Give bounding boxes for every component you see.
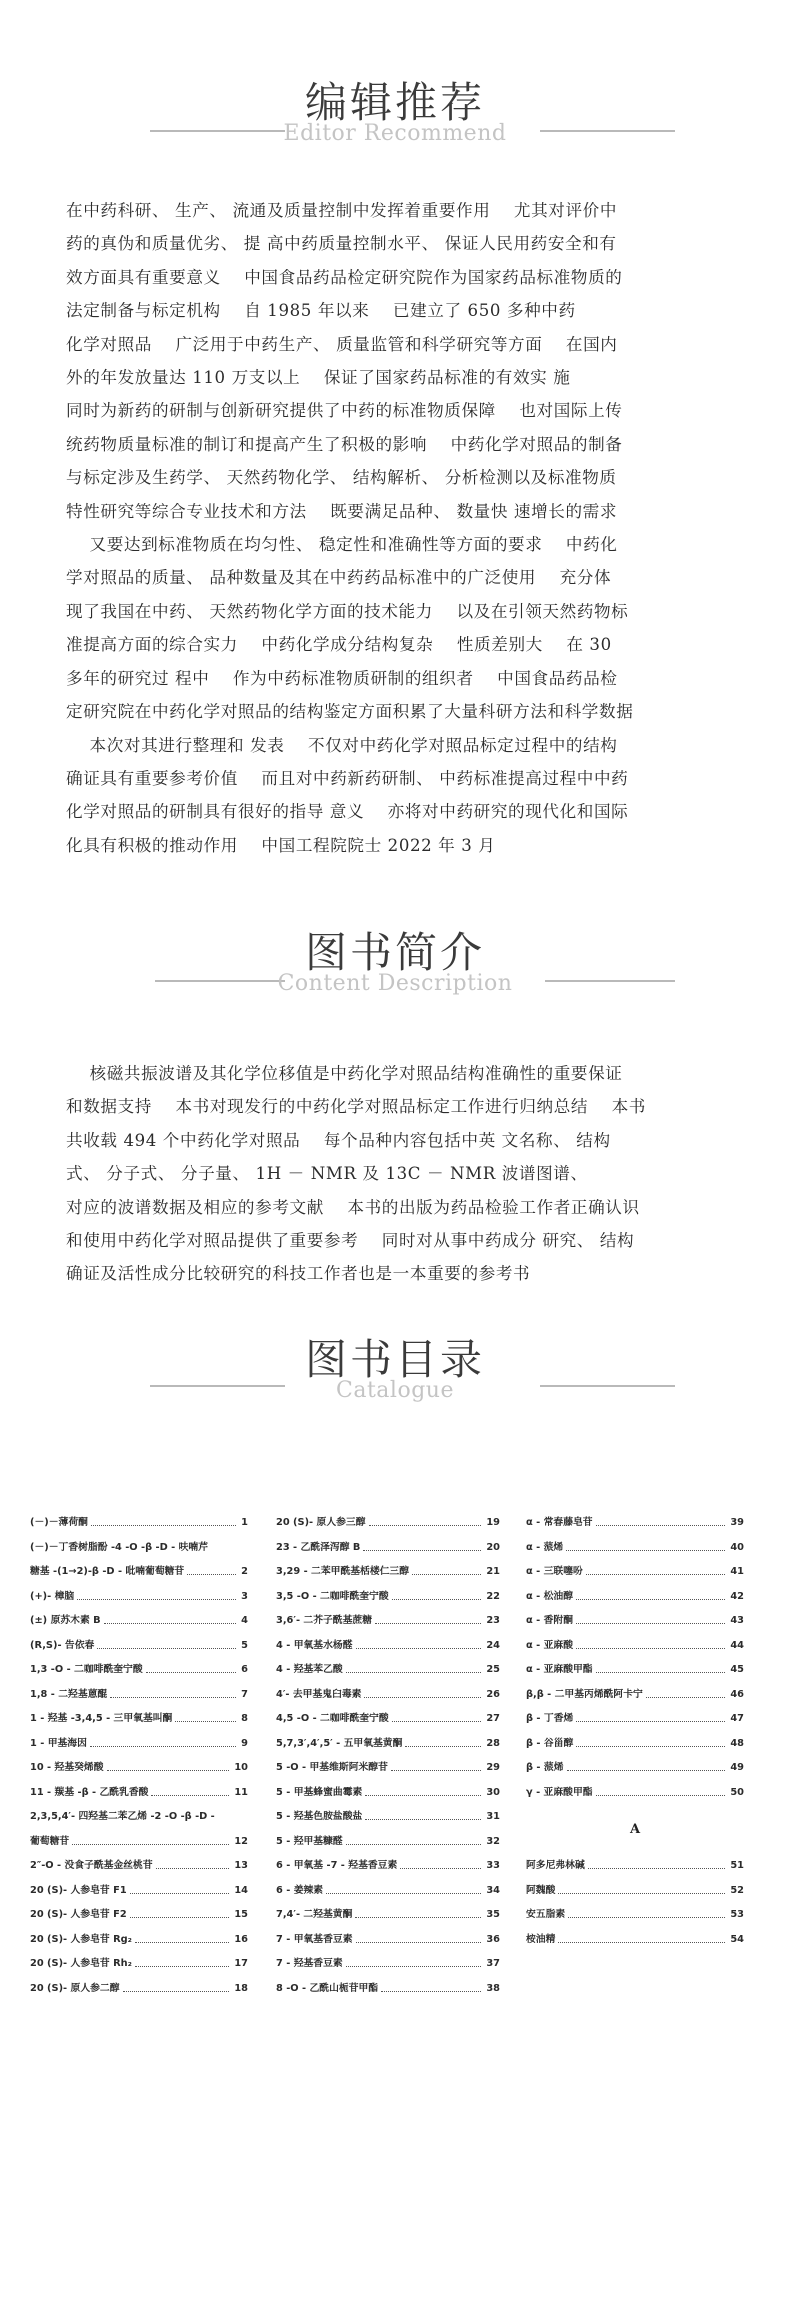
toc-entry-name: 11 - 羰基 -β - 乙酰乳香酸 (30, 1786, 149, 1798)
toc-leader-dots (72, 1844, 229, 1845)
toc-entry-page: 50 (730, 1786, 744, 1798)
toc-leader-dots (364, 1697, 481, 1698)
toc-entry-page: 21 (486, 1566, 500, 1577)
toc-leader-dots (135, 1942, 229, 1943)
toc-entry-page: 26 (486, 1688, 500, 1700)
toc-leader-dots (151, 1795, 229, 1796)
toc-entry-name: 阿多尼弗林碱 (526, 1860, 585, 1871)
toc-entry-page: 13 (234, 1860, 248, 1871)
toc-leader-dots (405, 1746, 481, 1747)
toc-column-2 (276, 1511, 500, 2001)
toc-entry (276, 1707, 500, 1732)
toc-entry (276, 1511, 500, 1536)
toc-entry-page: 7 (241, 1688, 248, 1700)
intro-title: 图书简介 (304, 928, 485, 977)
toc-entry-name: 20 (S)- 人参皂苷 Rh₂ (30, 1958, 132, 1969)
toc-entry-page: 3 (241, 1590, 248, 1602)
toc-entry-name: β - 丁香烯 (526, 1713, 574, 1724)
toc-entry-name: 6 - 姜辣素 (276, 1884, 324, 1896)
toc-entry-page: 43 (730, 1615, 744, 1626)
toc-entry (30, 1977, 248, 2002)
toc-entry (276, 1928, 500, 1953)
toc-leader-dots (576, 1623, 725, 1624)
toc-entry-name: 5 -O - 甲基维斯阿米醇苷 (276, 1762, 388, 1773)
toc-entry-page: 15 (234, 1909, 248, 1920)
toc-entry-page: 14 (234, 1884, 248, 1896)
toc-leader-dots (130, 1893, 229, 1894)
toc-entry-name: 2″-O - 没食子酰基金丝桃苷 (30, 1860, 153, 1871)
toc-entry (276, 1805, 500, 1830)
toc-entry-page: 20 (486, 1541, 500, 1553)
toc-leader-dots (369, 1525, 481, 1526)
catalogue-header (0, 1335, 790, 1403)
toc-entry-name: 3,5 -O - 二咖啡酰奎宁酸 (276, 1590, 389, 1602)
toc-leader-dots (346, 1844, 481, 1845)
toc-entry-page: 45 (730, 1664, 744, 1675)
toc-entry-name: 23 - 乙酰泽泻醇 B (276, 1541, 361, 1553)
toc-entry (276, 1879, 500, 1904)
toc-entry-page: 38 (486, 1982, 500, 1994)
toc-entry-name: α - 蒎烯 (526, 1541, 564, 1553)
toc-entry-name: 20 (S)- 人参皂苷 Rg₂ (30, 1933, 132, 1945)
toc-leader-dots (135, 1966, 229, 1967)
toc-entry (30, 1634, 248, 1659)
toc-leader-dots (391, 1770, 481, 1771)
toc-leader-dots (146, 1672, 236, 1673)
toc-entry (526, 1781, 744, 1806)
toc-entry (30, 1952, 248, 1977)
toc-entry-name: 7 - 羟基香豆素 (276, 1958, 343, 1969)
toc-entry-name: (±) 原苏木素 B (30, 1615, 101, 1626)
toc-entry (30, 1854, 248, 1879)
toc-leader-dots (97, 1648, 236, 1649)
toc-entry-name: β - 谷甾醇 (526, 1737, 574, 1749)
toc-leader-dots (365, 1795, 481, 1796)
toc-entry (30, 1805, 248, 1830)
toc-entry-page: 42 (730, 1590, 744, 1602)
toc-leader-dots (412, 1574, 481, 1575)
toc-entry-page: 35 (486, 1909, 500, 1920)
toc-leader-dots (392, 1599, 481, 1600)
toc-entry (276, 1830, 500, 1855)
toc-entry-name: 5 - 羟甲基糠醛 (276, 1835, 343, 1847)
toc-entry-name: 糖基 -(1→2)-β -D - 吡喃葡萄糖苷 (30, 1566, 185, 1577)
toc-entry-name: 4 - 羟基苯乙酸 (276, 1664, 343, 1675)
toc-entry (276, 1977, 500, 2002)
toc-entry-page: 10 (234, 1762, 248, 1773)
toc-leader-dots (400, 1868, 481, 1869)
toc-entry (276, 1732, 500, 1757)
toc-entry-page: 44 (730, 1639, 744, 1651)
toc-entry (30, 1732, 248, 1757)
toc-entry-name: 1,8 - 二羟基蒽醌 (30, 1688, 108, 1700)
toc-entry (30, 1560, 248, 1585)
toc-entry-page: 28 (486, 1737, 500, 1749)
toc-entry (276, 1756, 500, 1781)
toc-entry (30, 1903, 248, 1928)
toc-entry-name: α - 亚麻酸 (526, 1639, 574, 1651)
toc-entry (276, 1609, 500, 1634)
toc-entry-page: 29 (486, 1762, 500, 1773)
toc-leader-dots (356, 1648, 481, 1649)
toc-entry-page: 48 (730, 1737, 744, 1749)
toc-entry-page: 9 (241, 1737, 248, 1749)
toc-entry (526, 1511, 744, 1536)
toc-leader-dots (110, 1697, 236, 1698)
toc-entry-name: 4′- 去甲基鬼臼毒素 (276, 1688, 362, 1700)
toc-entry-name: α - 松油醇 (526, 1590, 574, 1602)
toc-entry-page: 12 (234, 1835, 248, 1847)
toc-entry (526, 1928, 744, 1953)
toc-entry-page: 36 (486, 1933, 500, 1945)
toc-leader-dots (346, 1672, 481, 1673)
toc-leader-dots (596, 1795, 725, 1796)
toc-entry-name: α - 三联噻吩 (526, 1566, 583, 1577)
toc-entry (276, 1658, 500, 1683)
toc-entry-name: 5,7,3′,4′,5′ - 五甲氧基黄酮 (276, 1737, 403, 1749)
toc-leader-dots (187, 1574, 236, 1575)
toc-leader-dots (576, 1599, 725, 1600)
toc-entry-page: 34 (486, 1884, 500, 1896)
toc-entry-name: 2,3,5,4′- 四羟基二苯乙烯 -2 -O -β -D - (30, 1811, 215, 1822)
toc-entry-name: α - 亚麻酸甲酯 (526, 1664, 593, 1675)
toc-entry-name: 20 (S)- 原人参三醇 (276, 1517, 366, 1528)
toc-entry (276, 1781, 500, 1806)
toc-entry-name: β,β - 二甲基丙烯酰阿卡宁 (526, 1688, 643, 1700)
toc-leader-dots (356, 1942, 481, 1943)
toc-entry-page: 40 (730, 1541, 744, 1553)
toc-leader-dots (576, 1746, 725, 1747)
toc-entry-name: 阿魏酸 (526, 1884, 556, 1896)
toc-leader-dots (375, 1623, 481, 1624)
toc-leader-dots (392, 1721, 481, 1722)
toc-entry-name: 5 - 羟基色胺盐酸盐 (276, 1811, 363, 1822)
toc-entry-name: 8 -O - 乙酰山栀苷甲酯 (276, 1982, 379, 1994)
toc-entry-page: 27 (486, 1713, 500, 1724)
toc-leader-dots (104, 1623, 236, 1624)
toc-entry (276, 1536, 500, 1561)
toc-entry-page: 39 (730, 1517, 744, 1528)
toc-leader-dots (568, 1917, 725, 1918)
toc-entry-name: 4 - 甲氧基水杨醛 (276, 1639, 353, 1651)
toc-entry-name: γ - 亚麻酸甲酯 (526, 1786, 593, 1798)
toc-letter-a: A (629, 1822, 641, 1837)
catalogue-subtitle: Catalogue (336, 1378, 454, 1403)
toc-entry (276, 1634, 500, 1659)
toc-entry (526, 1585, 744, 1610)
toc-entry-name: β - 蒎烯 (526, 1762, 564, 1773)
toc-column-3-a (526, 1854, 744, 1952)
catalogue-title: 图书目录 (304, 1335, 485, 1384)
toc-entry (526, 1634, 744, 1659)
toc-entry (526, 1560, 744, 1585)
toc-entry-name: 桉油精 (526, 1933, 556, 1945)
editor-body-text: 在中药科研、 生产、 流通及质量控制中发挥着重要作用 尤其对评价中 药的真伪和质量优劣、 提 高中药质量控制水平、 保证人民用药安全和有 效方面具有重要意义 中国食品药品检定研究院作为国家药品标准物质的 法定制备与标定机构 自 1985 年以来 已建立了 650 多种中药 化学对照品 广泛用于中药生产、 质量监管和科学研究等方面 在国内 外的年发放量达 110 万支以上 保证了国家药品标准的有效实 施 同时为新药的研制与创新研究提供了中药的标准物质保障 也对国际上传 统药物质量标准的制订和提高产生了积极的影响 中药化学对照品的制备 与标定涉及生药学、 天然药物化学、 结构解析、 分析检测以及标准物质 特性研究等综合专业技术和方法 既要满足品种、 数量快 速增长的需求 又要达到标准物质在均匀性、 稳定性和准确性等方面的要求 中药化 学对照品的质量、 品种数量及其在中药药品标准中的广泛使用 充分体 现了我国在中药、 天然药物化学方面的技术能力 以及在引领天然药物标 准提高方面的综合实力 中药化学成分结构复杂 性质差别大 在 30 多年的研究过 程中 作为中药标准物质研制的组织者 中国食品药品检 定研究院在中药化学对照品的结构鉴定方面积累了大量科研方法和科学数据 本次对其进行整理和 发表 不仅对中药化学对照品标定过程中的结构 确证具有重要参考价值 而且对中药新药研制、 中药标准提高过程中中药 化学对照品的研制具有很好的指导 意义 亦将对中药研究的现代化和国际 化具有积极的推动作用 中国工程院院士 2022 年 3 月 (66, 201, 634, 855)
toc-entry-page: 32 (486, 1835, 500, 1847)
toc-entry-page: 52 (730, 1884, 744, 1896)
editor-subtitle: Editor Recommend (283, 121, 507, 146)
toc-entry-name: 安五脂素 (526, 1909, 566, 1920)
toc-entry (30, 1658, 248, 1683)
toc-entry (276, 1903, 500, 1928)
toc-entry (276, 1952, 500, 1977)
toc-leader-dots (576, 1648, 725, 1649)
toc-entry (30, 1536, 248, 1561)
toc-entry-page: 2 (241, 1566, 248, 1577)
toc-leader-dots (381, 1991, 481, 1992)
toc-entry-page: 24 (486, 1639, 500, 1651)
toc-entry-page: 46 (730, 1688, 744, 1700)
toc-entry-name: 7 - 甲氧基香豆素 (276, 1933, 353, 1945)
toc-entry (30, 1781, 248, 1806)
toc-column-1 (30, 1511, 248, 2001)
toc-entry (526, 1536, 744, 1561)
toc-leader-dots (123, 1991, 229, 1992)
toc-entry-name: 5 - 甲基蜂蜜曲霉素 (276, 1786, 363, 1798)
toc-entry (276, 1560, 500, 1585)
toc-entry-page: 6 (241, 1664, 248, 1675)
toc-leader-dots (576, 1721, 725, 1722)
toc-entry (276, 1683, 500, 1708)
toc-entry-page: 33 (486, 1860, 500, 1871)
toc-leader-dots (558, 1893, 725, 1894)
toc-entry-page: 1 (241, 1517, 248, 1528)
toc-entry-name: 3,6′- 二芥子酰基蔗糖 (276, 1615, 372, 1626)
toc-entry-page: 8 (241, 1713, 248, 1724)
toc-entry-page: 37 (486, 1958, 500, 1969)
toc-leader-dots (130, 1917, 229, 1918)
toc-entry (276, 1585, 500, 1610)
toc-entry-name: 4,5 -O - 二咖啡酰奎宁酸 (276, 1713, 389, 1724)
toc-leader-dots (596, 1672, 725, 1673)
toc-leader-dots (107, 1770, 229, 1771)
toc-entry (526, 1707, 744, 1732)
toc-leader-dots (596, 1525, 725, 1526)
toc-entry (276, 1854, 500, 1879)
toc-entry (30, 1756, 248, 1781)
intro-subtitle: Content Description (277, 971, 513, 996)
toc-entry-page: 16 (234, 1933, 248, 1945)
toc-entry-name: 20 (S)- 原人参二醇 (30, 1982, 120, 1994)
toc-entry-name: 20 (S)- 人参皂苷 F2 (30, 1909, 127, 1920)
editor-title: 编辑推荐 (304, 78, 485, 127)
toc-entry-page: 47 (730, 1713, 744, 1724)
toc-leader-dots (326, 1893, 481, 1894)
toc-entry (526, 1609, 744, 1634)
toc-entry-name: 葡萄糖苷 (30, 1835, 70, 1847)
toc-entry (526, 1683, 744, 1708)
toc-entry-page: 53 (730, 1909, 744, 1920)
toc-entry-name: (－)－丁香树脂酚 -4 -O -β -D - 呋喃芹 (30, 1541, 209, 1553)
toc-leader-dots (646, 1697, 725, 1698)
toc-entry-page: 19 (486, 1517, 500, 1528)
toc-entry-name: 20 (S)- 人参皂苷 F1 (30, 1884, 127, 1896)
toc-entry-name: (+)- 樟脑 (30, 1590, 75, 1602)
intro-body-text: 核磁共振波谱及其化学位移值是中药化学对照品结构准确性的重要保证 和数据支持 本书对现发行的中药化学对照品标定工作进行归纳总结 本书 共收载 494 个中药化学对照品 每个品种内容包括中英 文名称、 结构 式、 分子式、 分子量、 1H － NMR 及 13C － NMR 波谱图谱、 对应的波谱数据及相应的参考文献 本书的出版为药品检验工作者正确认识 和使用中药化学对照品提供了重要参考 同时对从事中药成分 研究、 结构 确证及活性成分比较研究的科技工作者也是一本重要的参考书 (66, 1064, 647, 1284)
toc-entry-page: 5 (241, 1639, 248, 1651)
toc-entry-name: 7,4′- 二羟基黄酮 (276, 1909, 353, 1920)
toc-entry-page: 31 (486, 1811, 500, 1822)
toc-entry-name: 6 - 甲氧基 -7 - 羟基香豆素 (276, 1860, 398, 1871)
toc-entry (526, 1732, 744, 1757)
toc-entry (526, 1854, 744, 1879)
toc-entry (526, 1903, 744, 1928)
toc-entry-name: (－)－薄荷酮 (30, 1517, 88, 1528)
toc-entry (30, 1928, 248, 1953)
toc-leader-dots (558, 1942, 725, 1943)
toc-entry-page: 22 (486, 1590, 500, 1602)
toc-entry (30, 1879, 248, 1904)
toc-leader-dots (363, 1550, 481, 1551)
toc-entry (30, 1707, 248, 1732)
toc-entry-name: 3,29 - 二苯甲酰基栝楼仁三醇 (276, 1566, 410, 1577)
toc-entry-name: 10 - 羟基癸烯酸 (30, 1762, 104, 1773)
toc-entry-page: 23 (486, 1615, 500, 1626)
toc-entry-page: 54 (730, 1933, 744, 1945)
toc-entry-page: 17 (234, 1958, 248, 1969)
toc-leader-dots (175, 1721, 236, 1722)
toc-leader-dots (77, 1599, 236, 1600)
toc-entry-name: α - 香附酮 (526, 1615, 574, 1626)
toc-entry-page: 18 (234, 1982, 248, 1994)
toc-leader-dots (346, 1966, 481, 1967)
toc-column-3-greek (526, 1511, 744, 1805)
toc-leader-dots (566, 1550, 725, 1551)
toc-leader-dots (90, 1746, 236, 1747)
toc-leader-dots (365, 1819, 481, 1820)
toc-leader-dots (588, 1868, 725, 1869)
toc-entry (30, 1609, 248, 1634)
toc-entry-name: (R,S)- 告依春 (30, 1639, 95, 1651)
toc-entry-page: 11 (234, 1786, 248, 1798)
toc-leader-dots (156, 1868, 229, 1869)
toc-entry-page: 4 (241, 1615, 248, 1626)
toc-entry-page: 30 (486, 1786, 500, 1798)
toc-leader-dots (567, 1770, 725, 1771)
editor-header (0, 78, 790, 146)
toc-entry (30, 1511, 248, 1536)
toc-entry-page: 41 (730, 1566, 744, 1577)
toc-entry-name: α - 常春藤皂苷 (526, 1517, 593, 1528)
toc-entry (526, 1879, 744, 1904)
toc-entry-page: 49 (730, 1762, 744, 1773)
toc-leader-dots (586, 1574, 725, 1575)
toc-entry (526, 1658, 744, 1683)
toc-column-3 (526, 1511, 744, 1952)
toc-entry-page: 51 (730, 1860, 744, 1871)
toc-entry (30, 1585, 248, 1610)
toc-entry (30, 1683, 248, 1708)
toc-entry-name: 1,3 -O - 二咖啡酰奎宁酸 (30, 1664, 143, 1675)
toc-leader-dots (91, 1525, 236, 1526)
toc-entry (526, 1756, 744, 1781)
toc-entry-name: 1 - 甲基海因 (30, 1737, 87, 1749)
toc-entry-page: 25 (486, 1664, 500, 1675)
intro-header (0, 928, 790, 996)
toc-entry (30, 1830, 248, 1855)
toc-entry-name: 1 - 羟基 -3,4,5 - 三甲氧基叫酮 (30, 1713, 173, 1724)
toc-leader-dots (355, 1917, 481, 1918)
